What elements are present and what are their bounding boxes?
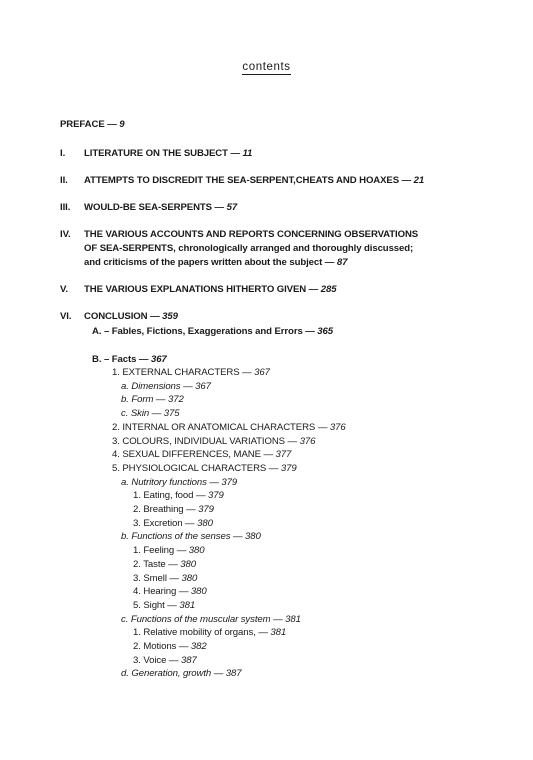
toc-subentry — [133, 490, 224, 501]
toc-subentry — [133, 518, 213, 529]
chapter-title-text: and criticisms of the papers written about the subject — [84, 257, 323, 268]
toc-subentry — [112, 436, 315, 447]
toc-subentry-label: 5. Sight — [133, 599, 165, 611]
toc-subentry — [133, 600, 195, 611]
toc-subentry — [112, 463, 297, 474]
chapter-number: VI. — [60, 311, 72, 322]
toc-subentry-label: 1. Eating, food — [133, 490, 196, 502]
toc-subentry — [133, 627, 286, 638]
chapter-title-line — [84, 284, 336, 295]
chapter-page: — 11 — [227, 148, 253, 159]
toc-subentry-label: 3. Excretion — [133, 517, 183, 529]
preface-entry-label: PREFACE — [60, 119, 105, 130]
toc-subentry-page: — 387 — [211, 668, 242, 680]
toc-subentry-page: — 379 — [186, 504, 214, 515]
toc-subentry-label: 5. PHYSIOLOGICAL CHARACTERS — [112, 462, 267, 474]
preface-entry-page: — 9 — [104, 119, 125, 130]
toc-subentry — [133, 559, 196, 570]
toc-subentry-page: — 375 — [149, 408, 180, 420]
toc-subentry-label: 3. Smell — [133, 572, 170, 584]
chapter-title-text: OF SEA-SERPENTS, chronologically arranged and thoroughly discussed; — [84, 243, 414, 254]
chapter-number: I. — [60, 148, 66, 159]
toc-subentry — [121, 394, 184, 405]
toc-subentry-label: c. Functions of the muscular system — [121, 613, 271, 625]
toc-subentry-page: — 387 — [166, 654, 197, 666]
chapter-title-line — [84, 257, 347, 268]
section-entry-a-label: A. – Fables, Fictions, Exaggerations and Errors — [92, 326, 303, 337]
contents-title — [0, 61, 533, 73]
toc-subentry — [133, 504, 214, 515]
toc-subentry-page: — 380 — [168, 558, 196, 570]
toc-subentry-page: — 381 — [164, 599, 196, 611]
toc-subentry-page: — 376 — [284, 435, 316, 447]
chapter-page: — 359 — [147, 311, 178, 322]
toc-subentry-label: 2. INTERNAL OR ANATOMICAL CHARACTERS — [112, 421, 316, 433]
chapter-title-text: ATTEMPTS TO DISCREDIT THE SEA-SERPENT,CHEATS AND HOAXES — [84, 175, 400, 186]
toc-subentry — [112, 422, 346, 433]
chapter-page: — 21 — [399, 175, 425, 186]
toc-subentry-label: 1. Feeling — [133, 545, 175, 557]
chapter-title-text: WOULD-BE SEA-SERPENTS — [84, 202, 212, 213]
toc-subentry — [121, 531, 261, 542]
toc-subentry-page: — 380 — [169, 572, 198, 584]
toc-subentry — [133, 573, 197, 584]
toc-subentry-page: — 379 — [266, 462, 297, 474]
section-entry-b — [92, 354, 167, 365]
toc-subentry-label: a. Dimensions — [121, 380, 181, 392]
toc-subentry-label: a. Nutritory functions — [121, 476, 207, 488]
toc-subentry — [121, 477, 237, 488]
toc-subentry — [112, 367, 270, 378]
toc-subentry-label: 1. Relative mobility of organs, — [133, 627, 259, 639]
toc-subentry-label: 4. Hearing — [133, 586, 179, 598]
toc-subentry — [133, 586, 207, 597]
chapter-title-line — [84, 175, 424, 186]
toc-subentry-label: 3. Voice — [133, 654, 167, 666]
chapter-title-text: THE VARIOUS ACCOUNTS AND REPORTS CONCERNING OBSERVATIONS — [84, 229, 419, 240]
toc-subentry — [112, 449, 291, 460]
toc-subentry-label: d. Generation, growth — [121, 668, 212, 680]
toc-subentry-label: 2. Taste — [133, 558, 169, 570]
preface-entry — [60, 119, 125, 130]
section-entry-b-page: — 367 — [136, 354, 167, 365]
chapter-page: — 57 — [211, 202, 238, 213]
toc-subentry-page: — 367 — [180, 380, 211, 392]
toc-subentry-label: b. Form — [121, 394, 154, 406]
toc-subentry — [121, 668, 242, 679]
toc-subentry — [133, 655, 197, 666]
chapter-title-text: THE VARIOUS EXPLANATIONS HITHERTO GIVEN — [84, 284, 307, 295]
toc-subentry-page: — 379 — [195, 490, 224, 502]
toc-subentry-label: 2. Breathing — [133, 504, 187, 515]
toc-subentry-page: — 381 — [270, 613, 301, 625]
toc-subentry-page: — 380 — [174, 545, 205, 557]
toc-subentry-label: b. Functions of the senses — [121, 531, 231, 543]
chapter-number: IV. — [60, 229, 71, 240]
section-entry-a-page: — 365 — [302, 326, 334, 337]
toc-subentry-page: — 372 — [153, 394, 184, 406]
chapter-title-text: LITERATURE ON THE SUBJECT — [84, 148, 228, 159]
chapter-title-text: CONCLUSION — [84, 311, 148, 322]
toc-subentry-page: — 380 — [230, 531, 261, 543]
section-entry-a — [92, 326, 333, 337]
toc-subentry — [121, 614, 301, 625]
toc-subentry-page: — 380 — [178, 586, 207, 598]
toc-subentry-page: — 379 — [206, 476, 238, 488]
toc-subentry-page: — 377 — [260, 449, 292, 461]
chapter-page: — 285 — [306, 284, 337, 295]
section-entry-b-label: B. – Facts — [92, 354, 137, 365]
chapter-number: V. — [60, 284, 68, 295]
toc-subentry-page: — 376 — [315, 421, 346, 433]
chapter-title-line — [84, 311, 178, 322]
chapter-title-line — [84, 243, 413, 254]
toc-subentry-page: — 367 — [239, 367, 270, 378]
toc-subentry-label: 1. EXTERNAL CHARACTERS — [112, 367, 240, 378]
chapter-number: III. — [60, 202, 71, 213]
chapter-page: — 87 — [322, 257, 348, 268]
toc-subentry-label: 2. Motions — [133, 641, 177, 652]
chapter-title-line — [84, 202, 237, 213]
toc-subentry — [133, 641, 207, 652]
chapter-title-line — [84, 229, 418, 240]
toc-subentry-page: — 380 — [182, 517, 213, 529]
contents-title-text: contents — [242, 61, 291, 73]
toc-subentry-label: c. Skin — [121, 408, 150, 420]
toc-subentry-page: — 381 — [258, 627, 287, 639]
toc-subentry-label: 4. SEXUAL DIFFERENCES, MANE — [112, 449, 261, 461]
chapter-number: II. — [60, 175, 68, 186]
toc-subentry-label: 3. COLOURS, INDIVIDUAL VARIATIONS — [112, 435, 285, 447]
toc-subentry — [121, 408, 179, 419]
toc-subentry — [133, 545, 204, 556]
toc-subentry-page: — 382 — [176, 641, 207, 652]
chapter-title-line — [84, 148, 252, 159]
toc-subentry — [121, 381, 211, 392]
